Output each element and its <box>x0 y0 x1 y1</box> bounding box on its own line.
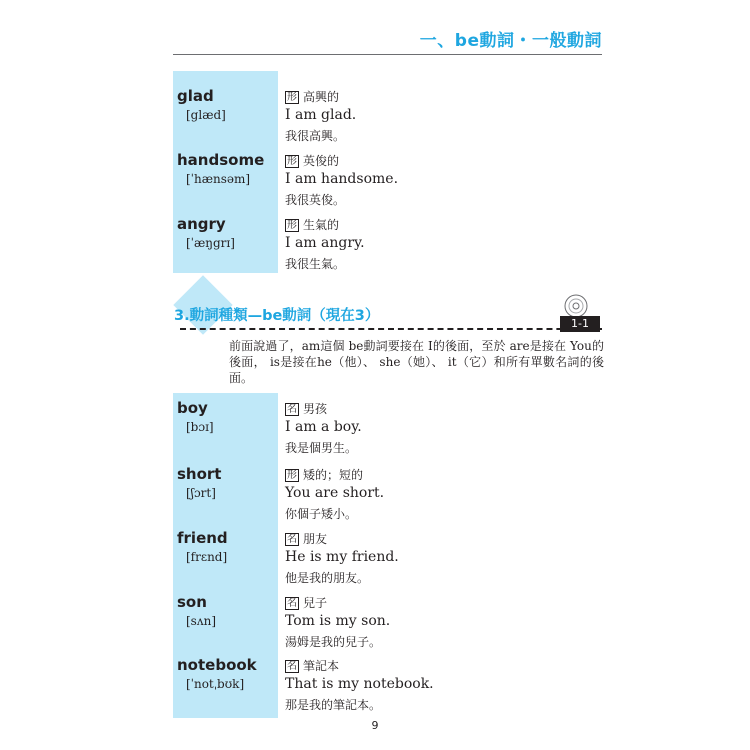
part-of-speech-badge: 名 <box>287 661 297 672</box>
vocab-word: notebook <box>177 656 257 674</box>
section-header <box>170 284 602 344</box>
vocab-definition <box>285 152 339 169</box>
vocab-phonetic: [bɔɪ] <box>186 420 214 434</box>
vocab-phonetic: [sʌn] <box>186 614 217 628</box>
vocab-meaning: 男孩 <box>303 402 328 416</box>
dashed-divider <box>180 328 602 330</box>
vocab-definition <box>285 88 339 105</box>
vocab-definition <box>285 594 327 611</box>
chapter-title: 一、be動詞・一般動詞 <box>419 31 602 51</box>
example-sentence: Tom is my son. <box>285 613 391 629</box>
example-sentence: I am handsome. <box>285 171 399 187</box>
vocab-word: friend <box>177 529 228 547</box>
example-translation: 你個子矮小。 <box>285 507 358 521</box>
vocab-definition <box>285 216 339 233</box>
part-of-speech-badge: 形 <box>287 156 297 167</box>
example-translation: 我很高興。 <box>285 129 346 143</box>
vocab-word: handsome <box>177 151 265 169</box>
cd-icon <box>564 294 588 318</box>
part-of-speech-badge: 名 <box>287 598 297 609</box>
example-sentence: You are short. <box>285 485 385 501</box>
example-translation: 他是我的朋友。 <box>285 571 370 585</box>
vocab-definition <box>285 657 339 674</box>
example-translation: 我很英俊。 <box>285 193 346 207</box>
vocab-meaning: 筆記本 <box>303 659 340 673</box>
vocab-word: glad <box>177 87 214 105</box>
header-rule <box>173 54 602 55</box>
vocab-word: son <box>177 593 207 611</box>
vocab-block-top <box>173 71 602 273</box>
section-title: 3.動詞種類—be動詞（現在3） <box>174 308 380 324</box>
example-translation: 我是個男生。 <box>285 441 358 455</box>
example-sentence: He is my friend. <box>285 549 399 565</box>
part-of-speech-badge: 形 <box>287 470 297 481</box>
page-number: 9 <box>371 719 379 732</box>
vocab-phonetic: [frɛnd] <box>186 550 228 564</box>
example-translation: 我很生氣。 <box>285 257 346 271</box>
vocab-word: angry <box>177 215 226 233</box>
vocab-meaning: 矮的；短的 <box>303 468 364 482</box>
example-sentence: I am a boy. <box>285 419 362 435</box>
example-sentence: That is my notebook. <box>285 676 434 692</box>
vocab-phonetic: [ʃɔrt] <box>186 486 216 500</box>
vocab-definition <box>285 466 363 483</box>
vocab-phonetic: [ˈnotˌbʊk] <box>186 677 245 691</box>
vocab-block-bottom <box>173 393 602 718</box>
vocab-meaning: 兒子 <box>303 596 328 610</box>
example-translation: 那是我的筆記本。 <box>285 698 382 712</box>
part-of-speech-badge: 名 <box>287 404 297 415</box>
audio-track-badge: 1-1 <box>560 316 600 332</box>
vocab-definition <box>285 400 327 417</box>
vocab-phonetic: [ˈæŋgrɪ] <box>186 236 235 250</box>
vocab-meaning: 英俊的 <box>303 154 340 168</box>
vocab-phonetic: [ˈhænsəm] <box>186 172 251 186</box>
part-of-speech-badge: 形 <box>287 92 297 103</box>
example-translation: 湯姆是我的兒子。 <box>285 635 382 649</box>
vocab-definition <box>285 530 327 547</box>
vocab-meaning: 生氣的 <box>303 218 340 232</box>
vocab-meaning: 朋友 <box>303 532 328 546</box>
intro-paragraph: 前面說過了，am這個 be動詞要接在 I的後面，至於 are是接在 You的後面， is是接在he（他）、 she（她）、 it（它）和所有單數名詞的後面。 <box>229 339 604 385</box>
example-sentence: I am glad. <box>285 107 357 123</box>
vocab-word: short <box>177 465 222 483</box>
part-of-speech-badge: 形 <box>287 220 297 231</box>
vocab-word: boy <box>177 399 208 417</box>
vocab-phonetic: [glæd] <box>186 108 226 122</box>
part-of-speech-badge: 名 <box>287 534 297 545</box>
vocab-meaning: 高興的 <box>303 90 340 104</box>
example-sentence: I am angry. <box>285 235 365 251</box>
